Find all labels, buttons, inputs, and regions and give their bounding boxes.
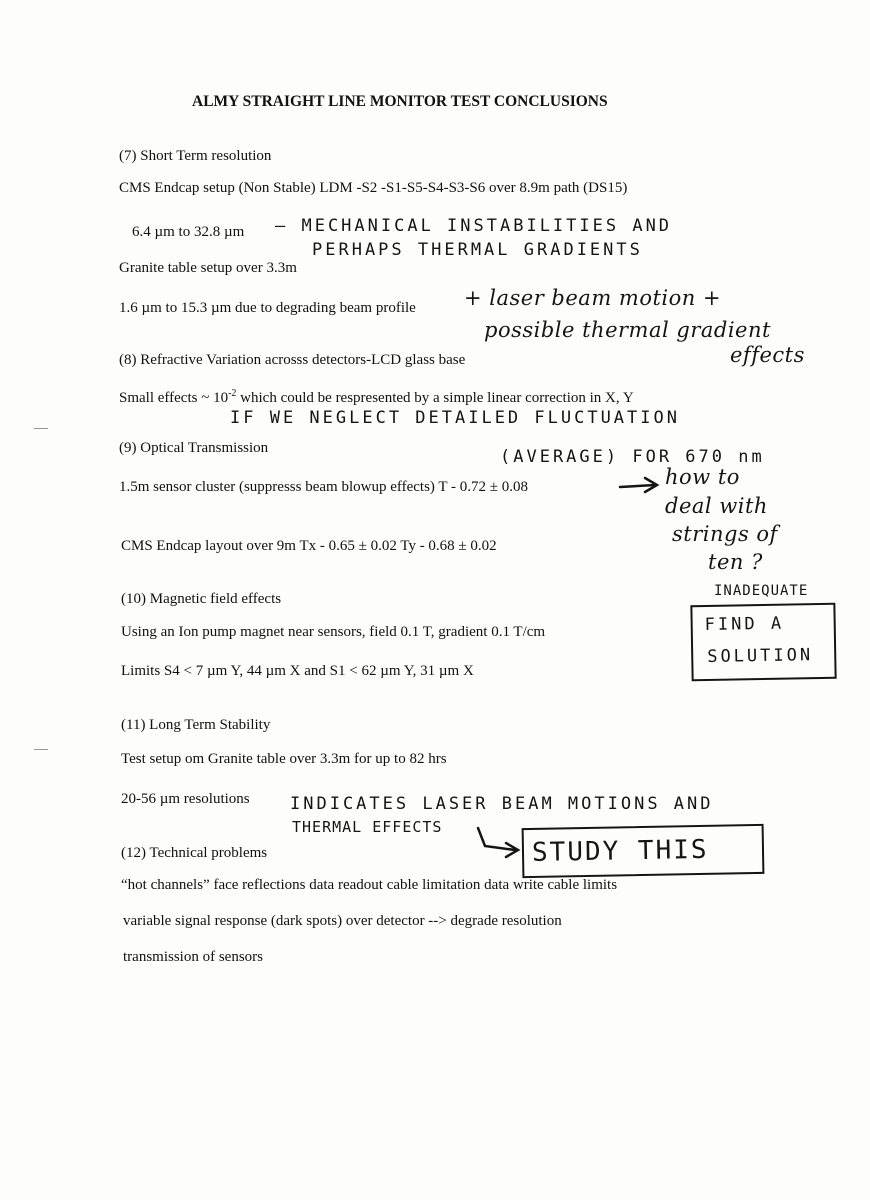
note-thermal-effects: THERMAL EFFECTS [292, 818, 443, 836]
note-thermal-gradients: PERHAPS THERMAL GRADIENTS [312, 240, 643, 260]
note-laser-beam-motions: INDICATES LASER BEAM MOTIONS AND [290, 794, 714, 814]
arrow-to-how-to [620, 485, 655, 487]
section-8-small-effects-lead: Small effects ~ 10 [119, 390, 229, 406]
section-11-resolutions: 20-56 µm resolutions [121, 791, 250, 807]
scan-mark [34, 428, 48, 429]
section-9-cms-layout: CMS Endcap layout over 9m Tx - 0.65 ± 0.02 Ty - 0.68 ± 0.02 [121, 538, 497, 554]
note-mechanical-instabilities: — MECHANICAL INSTABILITIES AND [275, 216, 673, 236]
section-11-heading: (11) Long Term Stability [121, 717, 271, 733]
note-solution: SOLUTION [707, 645, 814, 667]
note-possible-thermal-gradient: possible thermal gradient [484, 318, 771, 342]
section-7-resolution-range-1: 6.4 µm to 32.8 µm [132, 224, 245, 240]
section-12-hot-channels: “hot channels” face reflections data readout cable limitation data write cable limits [121, 877, 618, 893]
note-study-this: STUDY THIS [531, 834, 709, 868]
scan-mark [34, 749, 48, 750]
note-ten: ten ? [708, 550, 763, 574]
section-11-test-setup: Test setup om Granite table over 3.3m for up to 82 hrs [121, 751, 447, 767]
note-neglect-fluctuation: IF WE NEGLECT DETAILED FLUCTUATION [230, 408, 680, 428]
section-7-cms-setup: CMS Endcap setup (Non Stable) LDM -S2 -S1-S5-S4-S3-S6 over 8.9m path (DS15) [119, 180, 628, 196]
note-effects: effects [730, 343, 805, 367]
section-7-heading: (7) Short Term resolution [119, 148, 272, 164]
note-laser-beam-motion: + laser beam motion + [464, 286, 722, 310]
arrow-to-study-this [478, 828, 515, 850]
section-9-sensor-cluster: 1.5m sensor cluster (suppresss beam blowup effects) T - 0.72 ± 0.08 [119, 479, 528, 495]
section-12-heading: (12) Technical problems [121, 845, 268, 861]
section-7-granite-setup: Granite table setup over 3.3m [119, 260, 297, 276]
section-8-exponent: -2 [228, 388, 237, 399]
section-9-heading: (9) Optical Transmission [119, 440, 269, 456]
note-inadequate: INADEQUATE [714, 583, 809, 599]
section-8-heading: (8) Refractive Variation acrosss detectors-LCD glass base [119, 352, 466, 368]
note-strings-of: strings of [672, 522, 778, 546]
note-average-wavelength: (AVERAGE) FOR 670 nm [500, 447, 765, 467]
page-title: ALMY STRAIGHT LINE MONITOR TEST CONCLUSIONS [192, 93, 608, 110]
section-10-limits: Limits S4 < 7 µm Y, 44 µm X and S1 < 62 µm Y, 31 µm X [121, 663, 474, 679]
note-deal-with: deal with [665, 494, 768, 518]
section-10-heading: (10) Magnetic field effects [121, 591, 282, 607]
section-12-variable-signal: variable signal response (dark spots) over detector --> degrade resolution [123, 913, 562, 929]
section-10-ion-pump: Using an Ion pump magnet near sensors, field 0.1 T, gradient 0.1 T/cm [121, 624, 546, 640]
section-12-transmission: transmission of sensors [123, 949, 263, 965]
note-find-a: FIND A [704, 613, 785, 636]
note-how-to: how to [665, 465, 740, 489]
section-8-small-effects-rest: which could be respresented by a simple linear correction in X, Y [236, 390, 634, 406]
section-7-resolution-range-2: 1.6 µm to 15.3 µm due to degrading beam profile [119, 300, 416, 316]
